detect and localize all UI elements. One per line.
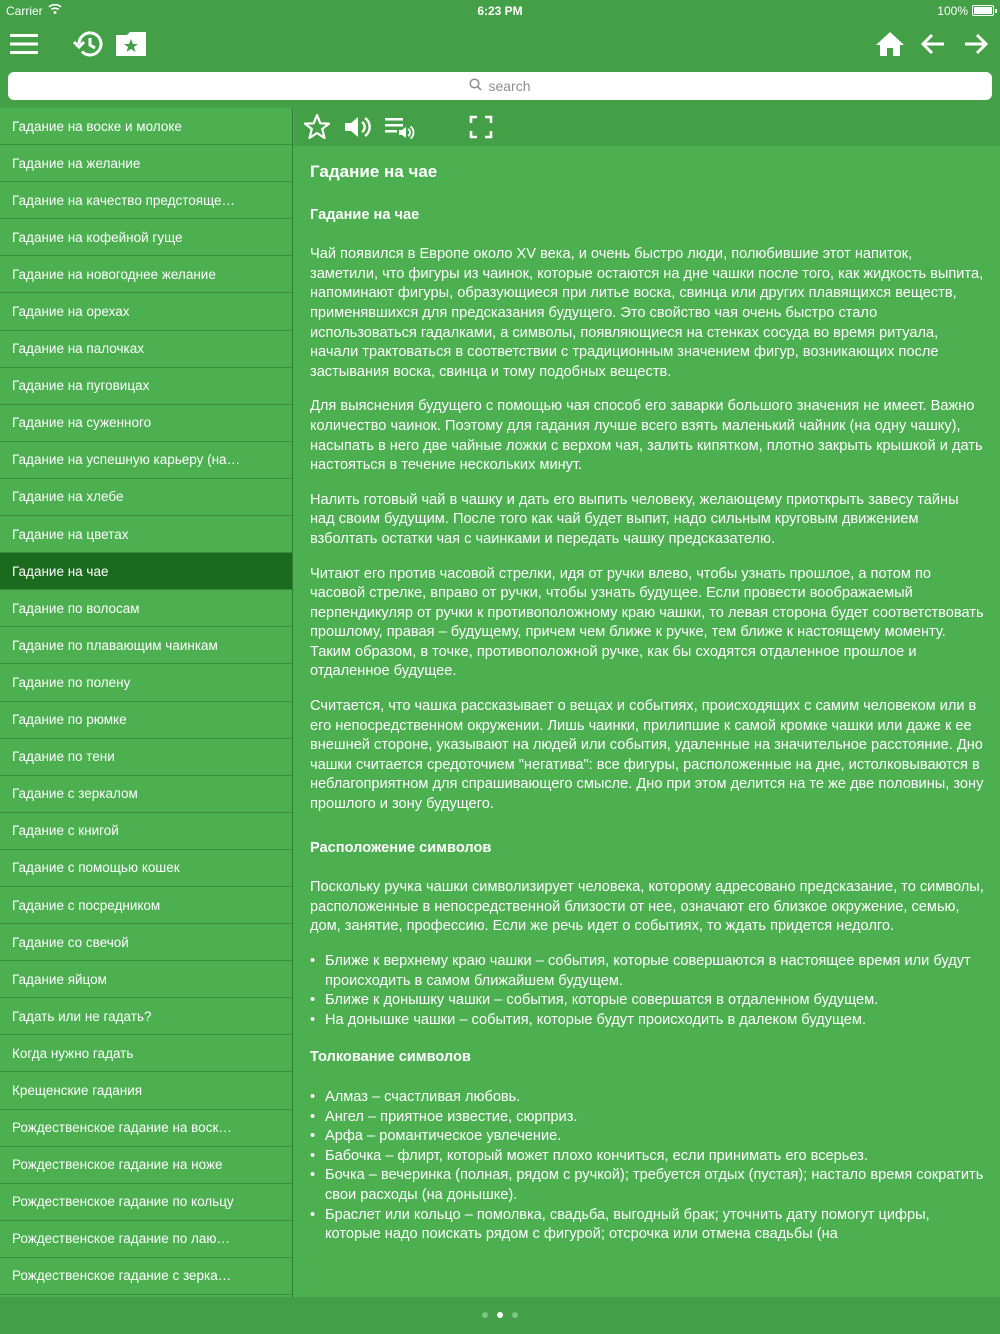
article-paragraph: Считается, что чашка рассказывает о вещах и событиях, происходящих с самим человеком или в его непосредственном окружении. Лишь чаинки, прилипшие к самой кромке чашки или даже к ее внешней стороне, указывают на людей или события, удаленные на значительное расстояние. Дно чашки считается средоточием "негатива": все фигуры, расположенные на дне, истолковываются в неблагоприятном для спрашивающего смысле. Дно при этом делится на те же две половины, зону прошлого и зону будущего. [310, 698, 984, 813]
sidebar-item[interactable] [0, 664, 292, 701]
sidebar-item[interactable] [0, 1221, 292, 1258]
sidebar-item-label: Гадание на цветах [12, 526, 129, 542]
status-time: 6:23 PM [477, 4, 523, 18]
sidebar-item-label: Гадание на суженного [12, 415, 152, 431]
sidebar-item-label: Гадание яйцом [12, 971, 107, 987]
sidebar-item[interactable] [0, 368, 292, 405]
bookmarks-folder-icon[interactable] [109, 22, 153, 66]
sidebar-item[interactable] [0, 887, 292, 924]
sidebar-item-label: Гадание по плавающим чаинкам [12, 637, 218, 653]
battery-percent: 100% [937, 4, 968, 18]
page-indicator[interactable] [0, 1312, 1000, 1318]
sidebar-item[interactable] [0, 331, 292, 368]
list-item: • Алмаз – счастливая любовь. [310, 1088, 984, 1108]
list-item: • На донышке чашки – события, которые будут происходить в далеком будущем. [310, 1011, 984, 1031]
sidebar-item-label: Гадание со свечой [12, 934, 129, 950]
navigation-bar [0, 22, 1000, 72]
sidebar-item-label: Рождественское гадание по лаю… [12, 1231, 231, 1247]
sidebar-item[interactable] [0, 1072, 292, 1109]
sidebar-item[interactable] [0, 405, 292, 442]
menu-icon[interactable] [2, 22, 46, 66]
sidebar-item[interactable] [0, 108, 292, 145]
home-icon[interactable] [868, 22, 912, 66]
search-icon [469, 78, 482, 94]
sidebar-item[interactable] [0, 627, 292, 664]
sidebar-item-label: Гадание по полену [12, 674, 131, 690]
list-item: • Браслет или кольцо – помолвка, свадьба, выгодный брак; уточнить дату помогут цифры, которые надо поискать рядом с фигурой; отсрочка или отмена свадьбы (на [310, 1206, 984, 1245]
speaker-icon[interactable] [342, 110, 374, 144]
article-paragraph: Читают его против часовой стрелки, идя от ручки влево, чтобы узнать прошлое, а потом по часовой стрелке, вправо от ручки, чтобы узнать будущее. Если провести воображаемый перпендикуляр от ручки к противоположному краю чашки, то левая сторона будет соответствовать прошлому, правая – будущему, причем чем ближе к ручке, тем ближе к настоящему моменту. Таким образом, в точке, противоположной ручке, как бы сходятся отдаленное прошлое и отдаленное будущее. [310, 565, 984, 680]
sidebar-item-label: Гадание с посредником [12, 897, 161, 913]
sidebar-item[interactable] [0, 553, 292, 590]
sidebar-item-label: Гадание по рюмке [12, 712, 127, 728]
search-input[interactable] [8, 72, 992, 100]
sidebar-item[interactable] [0, 813, 292, 850]
sidebar-item[interactable] [0, 924, 292, 961]
sidebar-item[interactable] [0, 219, 292, 256]
symbols-list [310, 1088, 984, 1245]
section-heading: Толкование символов [310, 1049, 471, 1066]
bottom-bar [0, 1297, 1000, 1334]
sidebar-item-label: Гадание с помощью кошек [12, 860, 180, 876]
sidebar-item[interactable] [0, 998, 292, 1035]
sidebar-item-label: Рождественское гадание с зерка… [12, 1268, 232, 1284]
history-icon[interactable] [66, 22, 110, 66]
back-arrow-icon[interactable] [911, 22, 955, 66]
article-paragraph: Налить готовый чай в чашку и дать его выпить человеку, желающему приоткрыть завесу тайны над своим будущим. После того как чай будет выпит, надо сильным круговым движением взболтать остатки чая с чаинками и передать чашку предсказателю. [310, 491, 959, 547]
sidebar-item-label: Гадание по тени [12, 749, 115, 765]
sidebar-item[interactable] [0, 776, 292, 813]
sidebar-item-label: Гадание на желание [12, 155, 141, 171]
sidebar-item-label: Гадание с зеркалом [12, 786, 138, 802]
article-subtitle: Гадание на чае [310, 206, 420, 223]
sidebar-item-label: Гадание с книгой [12, 823, 119, 839]
sidebar-item[interactable] [0, 1258, 292, 1295]
sidebar-item[interactable] [0, 850, 292, 887]
search-placeholder: search [488, 78, 531, 94]
status-bar [0, 0, 1000, 22]
sidebar-item[interactable] [0, 1147, 292, 1184]
sidebar-item-label: Гадание на качество предстояще… [12, 192, 236, 208]
sidebar-item-label: Гадание на кофейной гуще [12, 229, 183, 245]
read-aloud-list-icon[interactable] [383, 110, 417, 144]
list-item: • Ближе к верхнему краю чашки – события, которые совершаются в настоящее время или будут происходить в самом ближайшем будущем. [310, 952, 984, 991]
fullscreen-icon[interactable] [468, 110, 494, 144]
sidebar-item[interactable] [0, 516, 292, 553]
article-content [294, 146, 1000, 1297]
sidebar-item[interactable] [0, 256, 292, 293]
article-paragraph: Для выяснения будущего с помощью чая способ его заварки большого значения не имеет. Важно количество чаинок. Поэтому для гадания лучше всего взять маленький чайник (на одну чашку), насыпать в него две чайные ложки с верхом чая, залить кипятком, плотно закрыть крышкой и дать настояться в течение нескольких минут. [310, 398, 983, 474]
list-item: • Бабочка – флирт, который может плохо кончиться, если принимать его всерьез. [310, 1147, 984, 1167]
sidebar-item-label: Гадание на новогоднее желание [12, 266, 216, 282]
forward-arrow-icon[interactable] [954, 22, 998, 66]
list-item: • Бочка – вечеринка (полная, рядом с ручкой); требуется отдых (пустая); настало время сократить свои расходы (на донышке). [310, 1166, 984, 1205]
page-dot[interactable] [512, 1312, 518, 1318]
article-title: Гадание на чае [310, 162, 438, 181]
sidebar-item-label: Гадать или не гадать? [12, 1008, 152, 1024]
list-item: • Арфа – романтическое увлечение. [310, 1127, 984, 1147]
list-item: • Ангел – приятное известие, сюрприз. [310, 1108, 984, 1128]
sidebar-item-label: Гадание на пуговицах [12, 378, 150, 394]
sidebar-item[interactable] [0, 590, 292, 627]
article-paragraph: Чай появился в Европе около XV века, и очень быстро люди, полюбившие этот напиток, заметили, что фигуры из чаинок, которые остаются на дне чашки после того, как жидкость выпита, напоминают фигуры, образующиеся при литье воска, свинца или других плавящихся веществ, применявшихся для предсказания будущего. Это свойство чая очень быстро стало использоваться гадалками, а символы, появляющиеся на стенках сосуда во время ритуала, начали трактоваться в соответствии с традиционным значением фигур, возникающих после застывания воска, свинца и тому подобных веществ. [310, 246, 984, 380]
sidebar-item[interactable] [0, 182, 292, 219]
sidebar-item[interactable] [0, 479, 292, 516]
search-bar [0, 72, 1000, 108]
sidebar-item-label: Гадание на чае [12, 563, 109, 579]
carrier-label: Carrier [6, 4, 43, 18]
sidebar-item-label: Рождественское гадание по кольцу [12, 1194, 234, 1210]
sidebar-item-label: Когда нужно гадать [12, 1045, 134, 1061]
sidebar-item-label: Гадание на успешную карьеру (на… [12, 452, 241, 468]
sidebar-item-label: Гадание на воске и молоке [12, 118, 182, 134]
page-dot[interactable] [497, 1312, 503, 1318]
sidebar-item-label: Рождественское гадание на ноже [12, 1157, 223, 1173]
sidebar-item-label: Гадание по волосам [12, 600, 140, 616]
sidebar-item[interactable] [0, 1110, 292, 1147]
battery-icon [972, 5, 994, 16]
sidebar-item[interactable] [0, 1184, 292, 1221]
sidebar-item-label: Гадание на палочках [12, 341, 144, 357]
sidebar-item-label: Крещенские гадания [12, 1082, 143, 1098]
sidebar-item-label: Рождественское гадание на воск… [12, 1120, 232, 1136]
sidebar-item[interactable] [0, 702, 292, 739]
sidebar-item[interactable] [0, 293, 292, 330]
placement-list [310, 952, 984, 1030]
sidebar-item-label: Гадание на хлебе [12, 489, 124, 505]
list-item: • Ближе к донышку чашки – события, которые совершатся в отдаленном будущем. [310, 991, 984, 1011]
page-dot[interactable] [482, 1312, 488, 1318]
sidebar-item[interactable] [0, 1035, 292, 1072]
sidebar-item-label: Гадание на орехах [12, 304, 130, 320]
topics-sidebar [0, 108, 293, 1297]
sidebar-item[interactable] [0, 145, 292, 182]
sidebar-item[interactable] [0, 739, 292, 776]
section-heading: Расположение символов [310, 839, 492, 856]
favorite-star-icon[interactable] [302, 110, 332, 144]
sidebar-item[interactable] [0, 442, 292, 479]
article-paragraph: Поскольку ручка чашки символизирует человека, которому адресовано предсказание, то символы, расположенные в непосредственной близости от нее, означают его близкое окружение, семью, дом, занятие, профессию. Если же речь идет о событиях, то ждать придется недолго. [310, 879, 984, 935]
article-toolbar [294, 108, 1000, 146]
sidebar-item[interactable] [0, 961, 292, 998]
